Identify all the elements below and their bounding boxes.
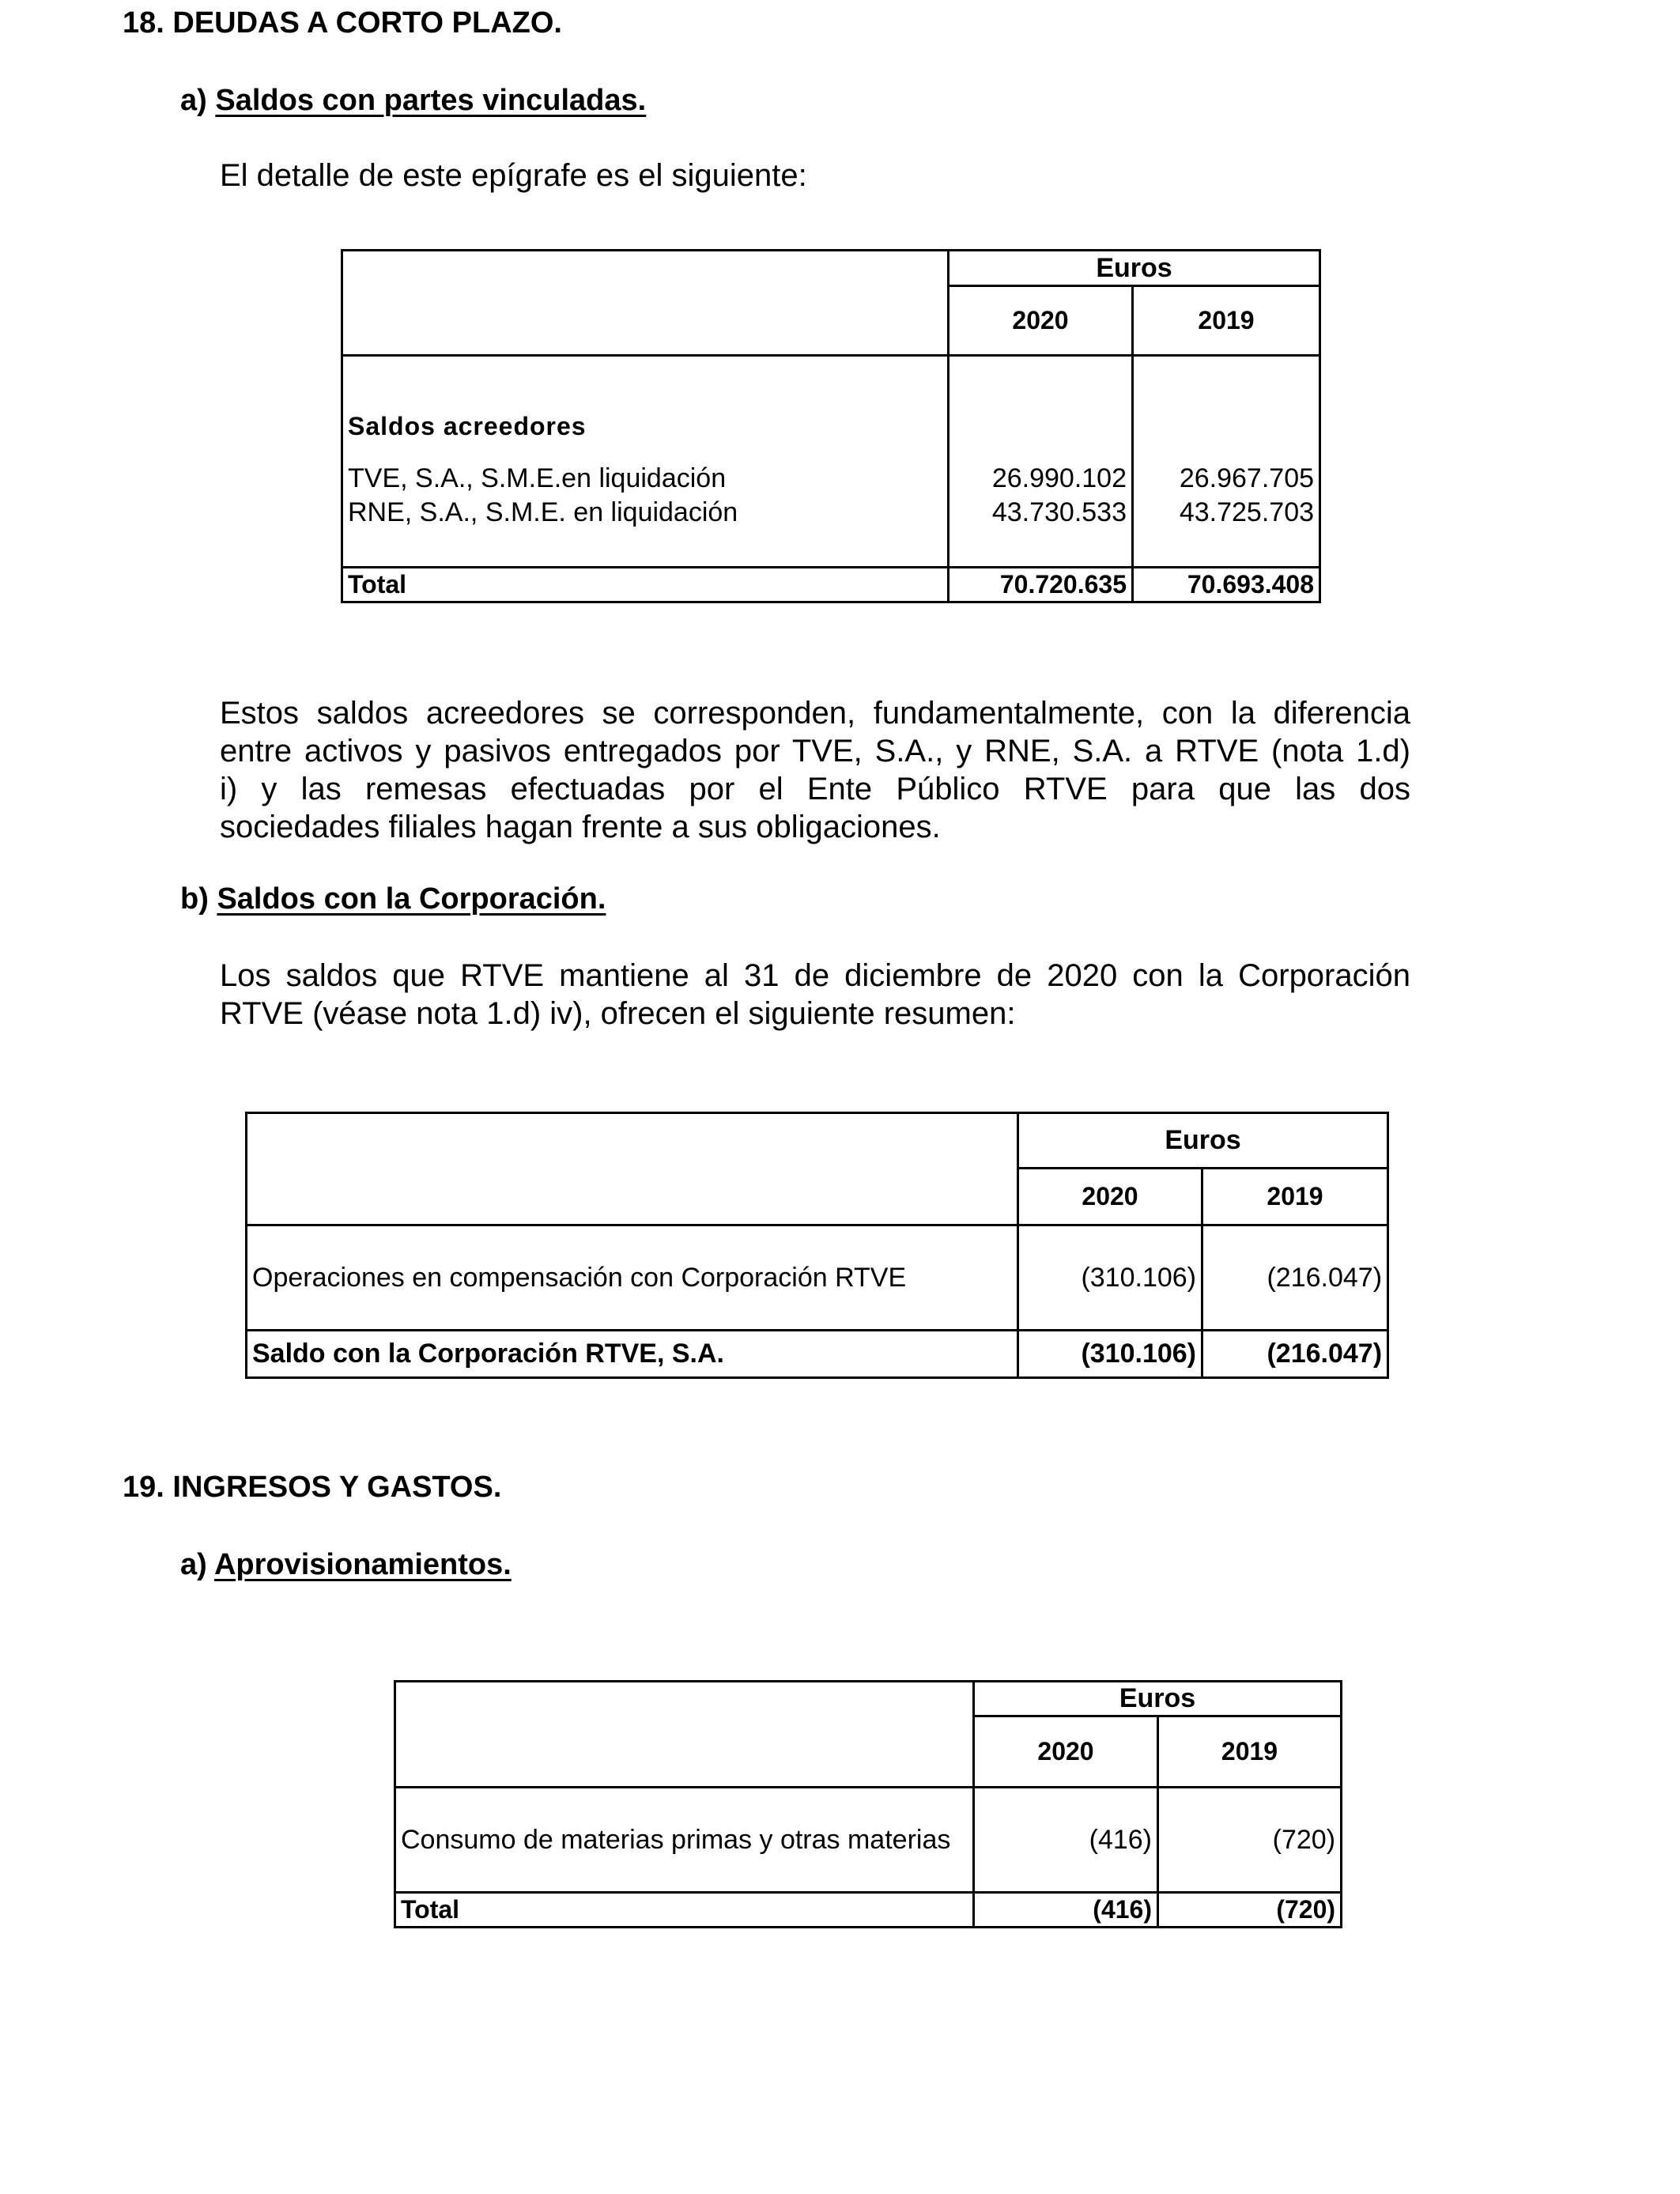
table-2020-cell (949, 356, 1133, 568)
table-row-label: Operaciones en compensación con Corporación RTVE (247, 1225, 1018, 1331)
table-label-cell (342, 356, 949, 568)
table-procurement (394, 1680, 1342, 1928)
table-2019-cell (1133, 356, 1320, 568)
table-value-2020: 26.990.102 (991, 463, 1127, 493)
subsection-18b-title: Saldos con la Corporación. (217, 882, 606, 916)
table-year-header-2020: 2020 (949, 286, 1133, 356)
table-year-header-2019: 2019 (1158, 1716, 1342, 1788)
subsection-marker: a) (180, 84, 207, 117)
table-value-2020: (310.106) (1018, 1225, 1202, 1331)
table-value-2020: (416) (974, 1788, 1158, 1893)
table-value-2019: 43.725.703 (1179, 497, 1315, 527)
table-value-2019: 26.967.705 (1179, 463, 1315, 493)
subsection-19a-heading (180, 1548, 512, 1582)
table-year-header-2019: 2019 (1133, 286, 1320, 356)
subsection-18a-heading (180, 84, 646, 118)
table-total-2019: (720) (1158, 1893, 1342, 1928)
intro-paragraph-18b (220, 957, 1410, 1033)
table-group-label: Saldos acreedores (348, 412, 587, 440)
table-corporation-balances (245, 1112, 1389, 1379)
paragraph-line: entre activos y pasivos entregados por TVE, S.A., y RNE, S.A. a RTVE (nota 1.d) (220, 734, 1410, 768)
table-total-2020: (416) (974, 1893, 1158, 1928)
table-value-2020: 43.730.533 (991, 497, 1127, 527)
section-19-title: 19. INGRESOS Y GASTOS. (123, 1471, 502, 1504)
paragraph-line: RTVE (véase nota 1.d) iv), ofrecen el siguiente resumen: (220, 996, 1016, 1031)
table-total-2020: 70.720.635 (949, 568, 1133, 602)
table-value-2019: (216.047) (1202, 1225, 1388, 1331)
table-unit-header: Euros (974, 1682, 1342, 1716)
subsection-marker: b) (180, 882, 209, 916)
table-total-2019: 70.693.408 (1133, 568, 1320, 602)
note-paragraph-18a (220, 694, 1410, 846)
table-total-label: Total (395, 1893, 974, 1928)
table-header-blank (395, 1682, 974, 1788)
paragraph-line: Estos saldos acreedores se corresponden, fundamentalmente, con la diferencia (220, 696, 1410, 731)
subsection-18a-title: Saldos con partes vinculadas. (215, 84, 647, 117)
table-header-blank (342, 251, 949, 356)
table-year-header-2020: 2020 (1018, 1169, 1202, 1225)
section-18-title: 18. DEUDAS A CORTO PLAZO. (123, 6, 562, 40)
table-related-party-balances (341, 249, 1321, 603)
paragraph-line: Los saldos que RTVE mantiene al 31 de diciembre de 2020 con la Corporación (220, 958, 1410, 993)
paragraph-line: i) y las remesas efectuadas por el Ente Público RTVE para que las dos (220, 772, 1410, 806)
table-unit-header: Euros (949, 251, 1320, 286)
table-total-2020: (310.106) (1018, 1331, 1202, 1378)
table-row-label: RNE, S.A., S.M.E. en liquidación (348, 497, 738, 527)
table-year-header-2020: 2020 (974, 1716, 1158, 1788)
subsection-19a-title: Aprovisionamientos. (213, 1548, 512, 1581)
subsection-marker: a) (180, 1548, 207, 1581)
intro-text-18a: El detalle de este epígrafe es el siguiente: (220, 158, 807, 193)
table-total-label: Total (342, 568, 949, 602)
table-row-label: Consumo de materias primas y otras materias (395, 1788, 974, 1893)
table-value-2019: (720) (1158, 1788, 1342, 1893)
table-total-label: Saldo con la Corporación RTVE, S.A. (247, 1331, 1018, 1378)
table-year-header-2019: 2019 (1202, 1169, 1388, 1225)
table-row-label: TVE, S.A., S.M.E.en liquidación (348, 463, 727, 493)
table-total-2019: (216.047) (1202, 1331, 1388, 1378)
subsection-18b-heading (180, 882, 606, 916)
table-unit-header: Euros (1018, 1113, 1388, 1169)
paragraph-line: sociedades filiales hagan frente a sus obligaciones. (220, 810, 941, 844)
table-header-blank (247, 1113, 1018, 1225)
